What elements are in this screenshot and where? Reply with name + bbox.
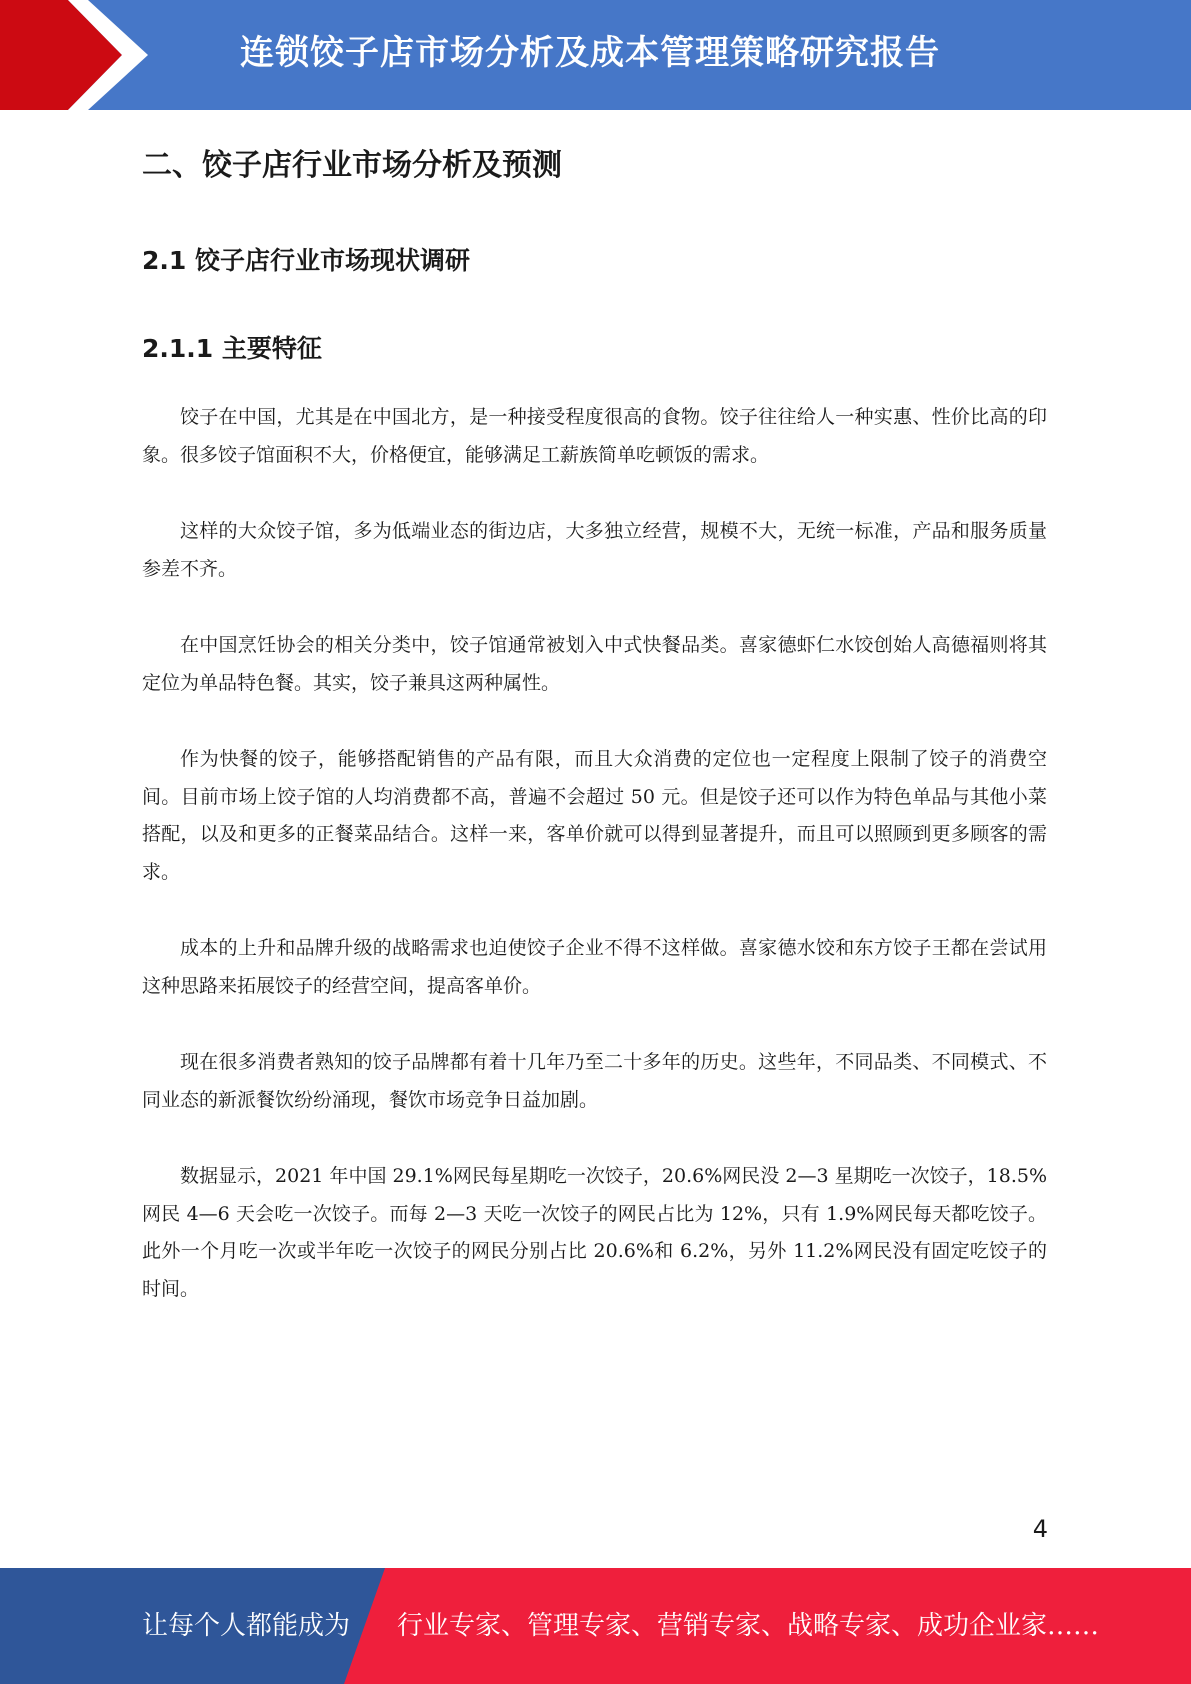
paragraph: 现在很多消费者熟知的饺子品牌都有着十几年乃至二十多年的历史。这些年，不同品类、不同模式、不同业态的新派餐饮纷纷涌现，餐饮市场竞争日益加剧。 — [142, 1051, 1047, 1111]
footer-banner — [0, 1568, 1191, 1684]
subsection-heading: 2.1 饺子店行业市场现状调研 — [142, 246, 470, 275]
paragraph: 这样的大众饺子馆，多为低端业态的街边店，大多独立经营，规模不大，无统一标准，产品和服务质量参差不齐。 — [142, 520, 1047, 580]
report-title: 连锁饺子店市场分析及成本管理策略研究报告 — [240, 33, 940, 73]
footer-slogan-left: 让每个人都能成为 — [142, 1611, 351, 1641]
subsubsection-heading: 2.1.1 主要特征 — [142, 334, 322, 363]
body-text — [142, 399, 1047, 1308]
section-heading: 二、饺子店行业市场分析及预测 — [142, 148, 562, 183]
footer-slogan-right: 行业专家、管理专家、营销专家、战略专家、成功企业家…… — [397, 1611, 1100, 1641]
page-number: 4 — [1032, 1515, 1048, 1543]
paragraph: 作为快餐的饺子，能够搭配销售的产品有限，而且大众消费的定位也一定程度上限制了饺子的消费空间。目前市场上饺子馆的人均消费都不高，普遍不会超过 50 元。但是饺子还可以作为特色单品与其他小菜搭配，以及和更多的正餐菜品结合。这样一来，客单价就可以得到显著提升，而且可以照顾到更多顾客的需求。 — [142, 748, 1047, 883]
header-banner — [0, 0, 1191, 110]
paragraph: 在中国烹饪协会的相关分类中，饺子馆通常被划入中式快餐品类。喜家德虾仁水饺创始人高德福则将其定位为单品特色餐。其实，饺子兼具这两种属性。 — [142, 634, 1047, 694]
header-arrow-decoration — [0, 0, 160, 110]
paragraph: 饺子在中国，尤其是在中国北方，是一种接受程度很高的食物。饺子往往给人一种实惠、性价比高的印象。很多饺子馆面积不大，价格便宜，能够满足工薪族简单吃顿饭的需求。 — [142, 406, 1047, 466]
paragraph: 数据显示，2021 年中国 29.1%网民每星期吃一次饺子，20.6%网民没 2—3 星期吃一次饺子，18.5%网民 4—6 天会吃一次饺子。而每 2—3 天吃一次饺子的网民占比为 12%，只有 1.9%网民每天都吃饺子。此外一个月吃一次或半年吃一次饺子的网民分别占比 20.6%和 6.2%，另外 11.2%网民没有固定吃饺子的时间。 — [142, 1165, 1047, 1300]
page-content — [142, 135, 1047, 1347]
paragraph: 成本的上升和品牌升级的战略需求也迫使饺子企业不得不这样做。喜家德水饺和东方饺子王都在尝试用这种思路来拓展饺子的经营空间，提高客单价。 — [142, 937, 1047, 997]
